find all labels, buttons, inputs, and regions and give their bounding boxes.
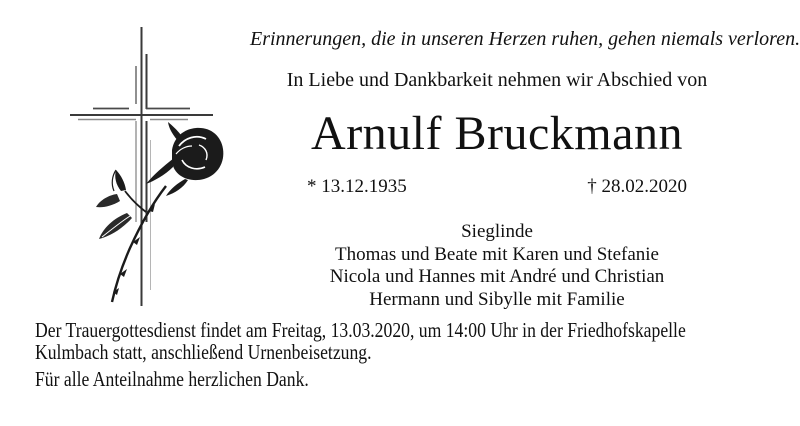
intro-line: In Liebe und Dankbarkeit nehmen wir Abschied von — [286, 69, 708, 91]
mourner-line: Nicola und Hannes mit André und Christian — [329, 266, 665, 287]
service-info-text: Der Trauergottesdienst findet am Freitag, 13.03.2020, um 14:00 Uhr in der Friedhofskapelle Kulmbach statt, anschließend Urnenbeisetzung. — [35, 318, 686, 364]
epigraph-line: Erinnerungen, die in unseren Herzen ruhen, gehen niemals verloren. — [250, 28, 800, 50]
cross-and-rose-illustration — [0, 0, 260, 320]
life-dates — [307, 176, 687, 198]
mourners-list — [250, 221, 744, 311]
service-info — [35, 319, 800, 363]
mourner-line: Thomas und Beate mit Karen und Stefanie — [335, 243, 659, 265]
thanks-line — [35, 367, 361, 392]
rose-illustration — [96, 122, 223, 302]
mourner-line: Sieglinde — [461, 221, 533, 242]
deceased-name: Arnulf Bruckmann — [311, 107, 683, 160]
death-date: † 28.02.2020 — [587, 176, 687, 197]
thanks-text: Für alle Anteilnahme herzlichen Dank. — [35, 367, 309, 391]
birth-date: * 13.12.1935 — [307, 176, 407, 197]
mourner-line: Hermann und Sibylle mit Familie — [369, 288, 625, 310]
